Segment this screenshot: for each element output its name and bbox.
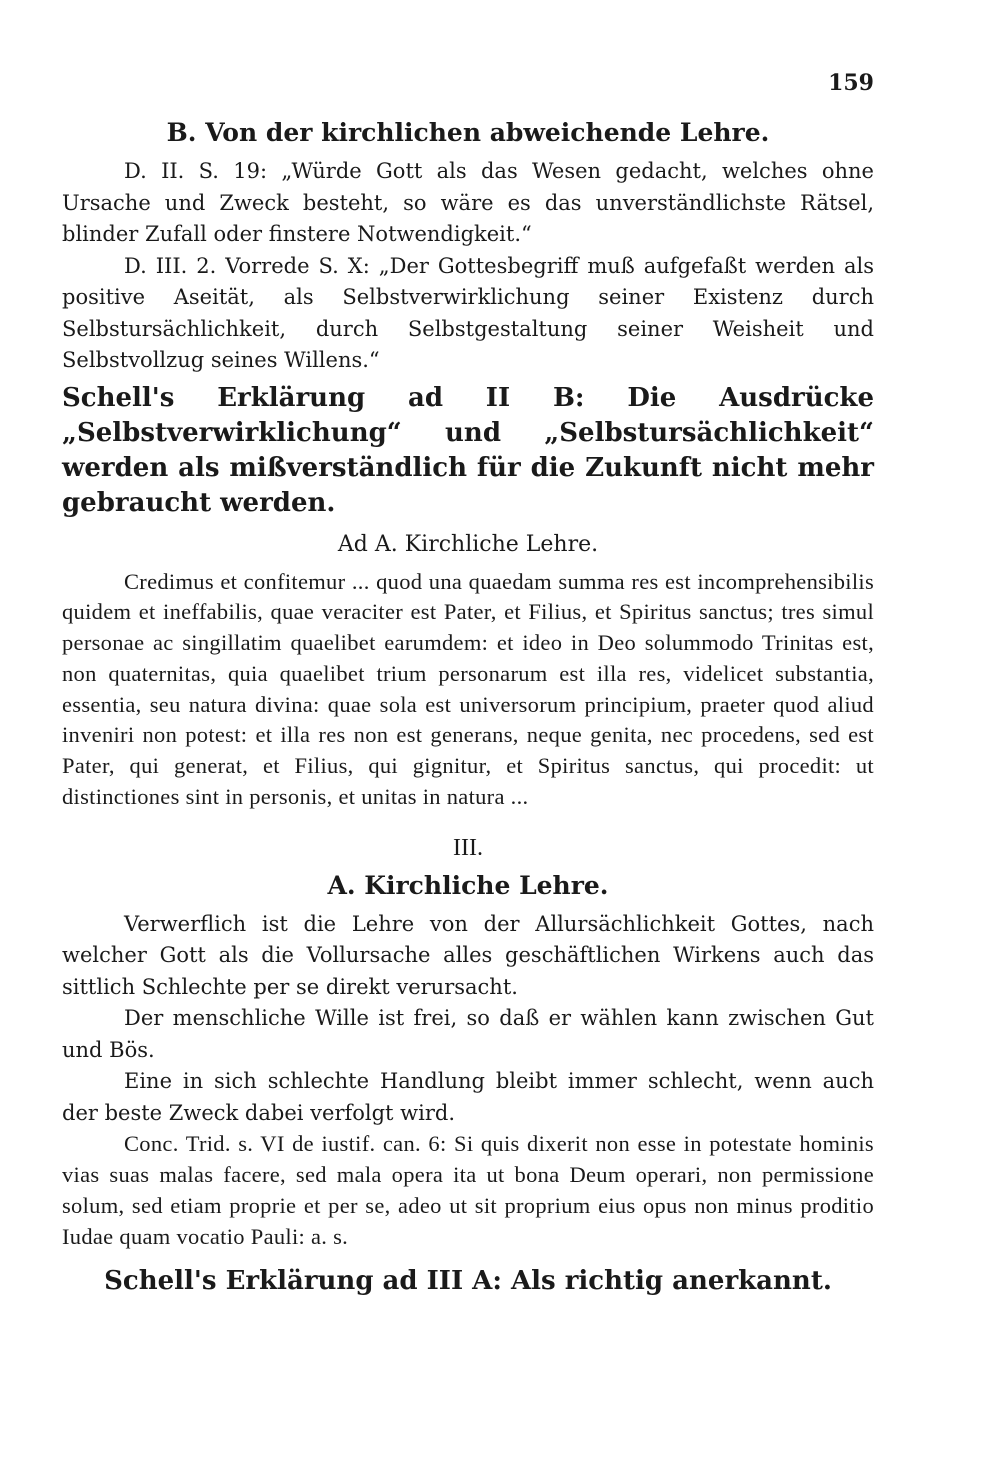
schell-statement-ii-b: Schell's Erklärung ad II B: Die Ausdrücke „Selbstverwirklichung“ und „Selbstursächlichkeit“ werden als mißverständlich für die Zukunft nicht mehr gebraucht werden. bbox=[62, 382, 874, 518]
section-iii-para-3: Eine in sich schlechte Handlung bleibt immer schlecht, wenn auch der beste Zweck dabei verfolgt wird. bbox=[62, 1069, 874, 1125]
quote-d-iii: D. III. 2. Vorrede S. X: „Der Gottesbegriff muß aufgefaßt werden als positive Aseität, als Selbstverwirklichung seiner Existenz durch Selbstursächlichkeit, durch Selbstgestaltung seiner Weisheit und Selbstvollzug seines Willens.“ bbox=[62, 253, 874, 372]
section-iii-para-1: Verwerflich ist die Lehre von der Allursächlichkeit Gottes, nach welcher Gott als die Vollursache alles geschäftlichen Wirkens auch das sittlich Schlechte per se direkt verursacht. bbox=[62, 911, 874, 999]
schell-statement-iii-a: Schell's Erklärung ad III A: Als richtig anerkannt. bbox=[104, 1265, 832, 1296]
section-iii-heading: A. Kirchliche Lehre. bbox=[327, 870, 609, 900]
page-content bbox=[62, 112, 874, 1299]
quote-d-ii: D. II. S. 19: „Würde Gott als das Wesen gedacht, welches ohne Ursache und Zweck besteht, so wäre es das unverständlichste Rätsel, blinder Zufall oder finstere Notwendigkeit.“ bbox=[62, 159, 874, 246]
section-iii-para-2: Der menschliche Wille ist frei, so daß er wählen kann zwischen Gut und Bös. bbox=[62, 1006, 874, 1062]
ad-a-latin-text: Credimus et confitemur ... quod una quaedam summa res est incomprehensibilis quidem et ineffabilis, quae veraciter est Pater, et Filius, et Spiritus sanctus; tres simul personae ac singillatim quaelibet earumdem: et ideo in Deo solummodo Trinitas est, non quaternitas, quia quaelibet trium personarum est illa res, videlicet substantia, essentia, seu natura divina: quae sola est universorum principium, praeter quod aliud inveniri non potest: et illa res non est generans, neque genita, nec procedens, sed est Pater, qui generat, et Filius, qui gignitur, et Spiritus sanctus, qui procedit: ut distinctiones sint in personis, et unitas in natura ... bbox=[62, 568, 874, 810]
section-iii-number: III. bbox=[453, 834, 483, 861]
section-b-heading: B. Von der kirchlichen abweichende Lehre. bbox=[166, 118, 770, 147]
ad-a-heading: Ad A. Kirchliche Lehre. bbox=[337, 531, 599, 557]
page-number: 159 bbox=[828, 70, 874, 96]
section-iii-para-4: Conc. Trid. s. VI de iustif. can. 6: Si quis dixerit non esse in potestate hominis vias suas malas facere, sed mala opera ita ut bona Deum operari, non permissione solum, sed etiam proprie et per se, adeo ut sit proprium eius opus non minus proditio Iudae quam vocatio Pauli: a. s. bbox=[62, 1131, 874, 1249]
